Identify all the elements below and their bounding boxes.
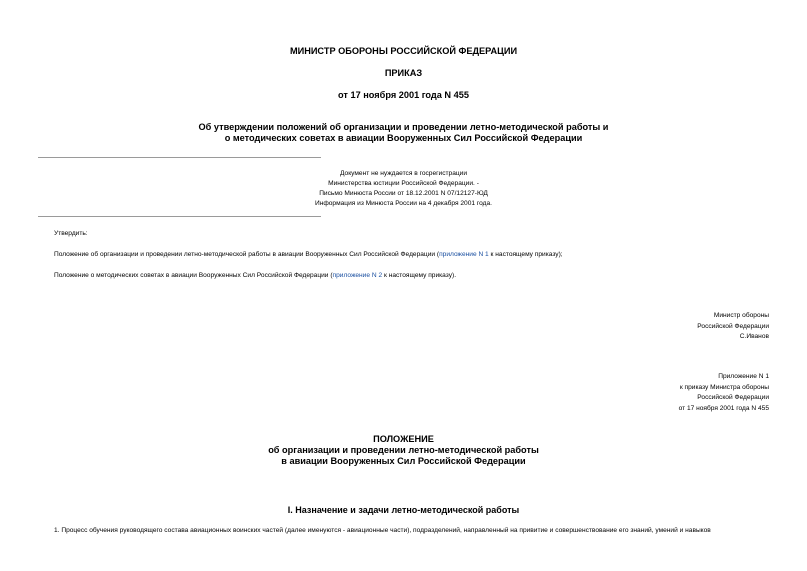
appendix-reference-line-3: Российской Федерации <box>697 394 769 401</box>
document-title-line-1: Об утверждении положений об организации и проведении летно-методической работы и <box>198 122 609 132</box>
approve-item-1 <box>54 250 563 259</box>
bottom-divider <box>38 216 321 217</box>
doc-type-heading: ПРИКАЗ <box>384 68 423 78</box>
top-divider <box>38 157 321 158</box>
signature-line-1: Министр обороны <box>713 312 769 319</box>
approve-item-2 <box>54 271 456 280</box>
regulation-subtitle-line-2: в авиации Вооруженных Сил Российской Федерации <box>281 456 526 466</box>
appendix-reference-block <box>679 372 769 414</box>
approve-item-1-text-before: Положение об организации и проведении летно-методической работы в авиации Вооруженных Сил Российской Федерации ( <box>54 251 440 258</box>
regulation-subtitle-line-1: об организации и проведении летно-методической работы <box>268 445 539 455</box>
registration-note-line-2: Министерства юстиции Российской Федерации. - <box>328 180 479 187</box>
registration-note-line-1: Документ не нуждается в госрегистрации <box>339 170 468 177</box>
signature-line-3: С.Иванов <box>739 333 769 340</box>
approve-item-2-text-before: Положение о методических советах в авиации Вооруженных Сил Российской Федерации ( <box>54 272 333 279</box>
registration-note-line-3: Письмо Минюста России от 18.12.2001 N 07/12127-ЮД <box>319 190 488 197</box>
appendix-2-link[interactable]: приложение N 2 <box>332 272 383 279</box>
ministry-heading: МИНИСТР ОБОРОНЫ РОССИЙСКОЙ ФЕДЕРАЦИИ <box>289 46 518 56</box>
approve-item-1-text-after: к настоящему приказу); <box>488 251 563 258</box>
regulation-title: ПОЛОЖЕНИЕ <box>373 434 434 444</box>
section-1-title: I. Назначение и задачи летно-методической работы <box>287 505 520 515</box>
approve-item-2-text-after: к настоящему приказу). <box>382 272 457 279</box>
appendix-reference-line-4: от 17 ноября 2001 года N 455 <box>678 404 769 412</box>
approve-label: Утвердить: <box>54 230 88 237</box>
appendix-reference-line-2: к приказу Министра обороны <box>679 383 769 391</box>
signature-block <box>697 311 769 343</box>
document-title-line-2: о методических советах в авиации Вооруженных Сил Российской Федерации <box>224 133 583 143</box>
registration-note-line-4: Информация из Минюста России на 4 декабря 2001 года. <box>314 200 493 207</box>
appendix-reference-line-1: Приложение N 1 <box>718 373 769 380</box>
appendix-1-link[interactable]: приложение N 1 <box>439 251 489 258</box>
section-1-paragraph-1: 1. Процесс обучения руководящего состава авиационных воинских частей (далее именуются - авиационные части), подразделений, направленный на привитие и совершенствование его знаний, умений и навыков <box>54 527 711 534</box>
date-number-heading: от 17 ноября 2001 года N 455 <box>338 90 469 100</box>
signature-line-2: Российской Федерации <box>697 322 769 330</box>
